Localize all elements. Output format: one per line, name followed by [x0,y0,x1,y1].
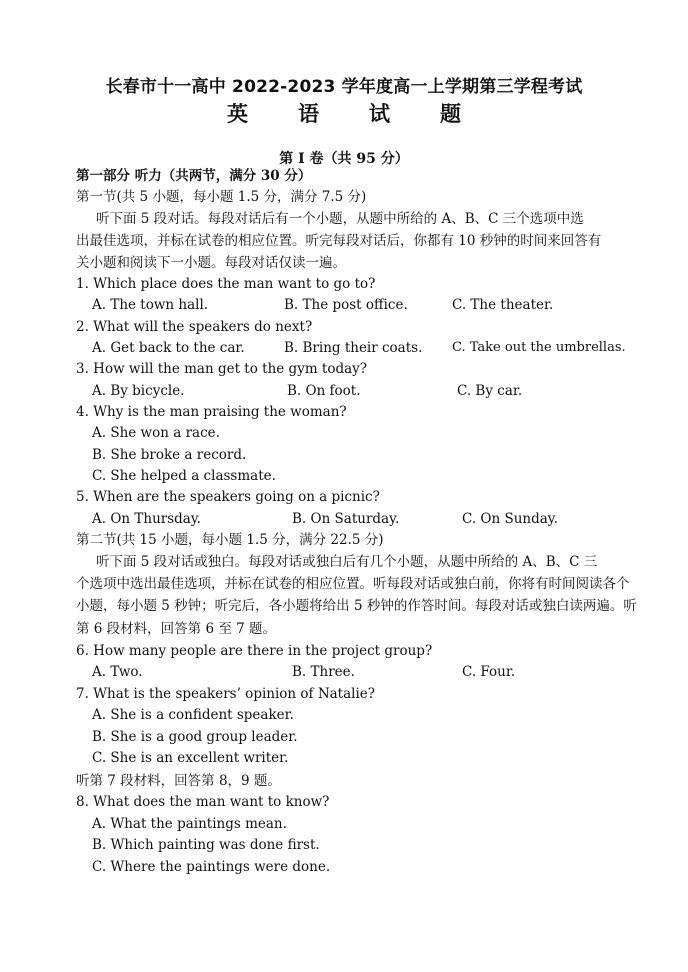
question-4: 4. Why is the man praising the woman? [76,404,347,420]
option-c: C. She is an excellent writer. [92,750,289,766]
question-1: 1. Which place does the man want to go to? [76,276,376,292]
option-c: C. Take out the umbrellas. [452,340,626,355]
option-b: B. Three. [292,664,355,680]
option-a: A. She is a confident speaker. [92,707,294,723]
option-b: B. Which painting was done first. [92,837,320,853]
option-a: A. The town hall. [92,297,209,313]
option-c: C. Where the paintings were done. [92,859,331,875]
question-5: 5. When are the speakers going on a picnic? [76,489,380,505]
option-b: B. Bring their coats. [284,340,423,356]
option-c: C. Four. [462,664,516,680]
option-b: B. The post office. [284,297,408,313]
subject-char: 语 [298,102,319,126]
option-a: A. On Thursday. [92,511,201,527]
option-a: A. By bicycle. [92,383,185,399]
option-b: B. She broke a record. [92,447,247,463]
option-a: A. Get back to the car. [92,340,245,356]
option-c: C. On Sunday. [462,511,558,527]
section1-instruction: 出最佳选项，并标在试卷的相应位置。听完每段对话后，你都有 10 秒钟的时间来回答有 [76,233,602,249]
question-8: 8. What does the man want to know? [76,794,330,810]
option-c: C. The theater. [452,297,554,313]
section2-heading: 第二节(共 15 小题，每小题 1.5 分，满分 22.5 分) [76,532,384,548]
section2-instruction: 第 6 段材料，回答第 6 至 7 题。 [76,621,277,637]
question-7: 7. What is the speakers’ opinion of Natalie? [76,686,376,702]
option-a: A. Two. [92,664,143,680]
subject-char: 题 [440,102,461,126]
question-2: 2. What will the speakers do next? [76,319,313,335]
subject-char: 试 [369,102,390,126]
section2-instruction: 听下面 5 段对话或独白。每段对话或独白后有几个小题，从题中所给的 A、B、C 三 [96,554,598,570]
subject-title [0,98,688,128]
option-b: B. On foot. [287,383,361,399]
question-6: 6. How many people are there in the project group? [76,643,433,659]
part1-title: 第一部分 听力（共两节，满分 30 分） [76,168,312,184]
option-a: A. She won a race. [92,425,220,441]
section1-instruction: 听下面 5 段对话。每段对话后有一个小题，从题中所给的 A、B、C 三个选项中选 [96,211,584,227]
section1-heading: 第一节(共 5 小题，每小题 1.5 分，满分 7.5 分) [76,189,367,205]
section2-instruction: 小题，每小题 5 秒钟；听完后，各小题将给出 5 秒钟的作答时间。每段对话或独白读两遍。听 [76,598,637,614]
option-b: B. She is a good group leader. [92,729,298,745]
subject-char: 英 [227,102,248,126]
section1-instruction: 关小题和阅读下一小题。每段对话仅读一遍。 [76,255,346,271]
option-c: C. She helped a classmate. [92,468,276,484]
option-c: C. By car. [457,383,523,399]
volume-title: 第 I 卷（共 95 分） [279,151,409,167]
option-a: A. What the paintings mean. [92,816,287,832]
section2-instruction: 个选项中选出最佳选项，并标在试卷的相应位置。听每段对话或独白前，你将有时间阅读各个 [76,576,630,592]
question-3: 3. How will the man get to the gym today? [76,361,368,377]
material-7-note: 听第 7 段材料，回答第 8，9 题。 [76,773,281,789]
option-b: B. On Saturday. [292,511,400,527]
exam-title: 长春市十一高中 2022-2023 学年度高一上学期第三学程考试 [105,77,583,97]
